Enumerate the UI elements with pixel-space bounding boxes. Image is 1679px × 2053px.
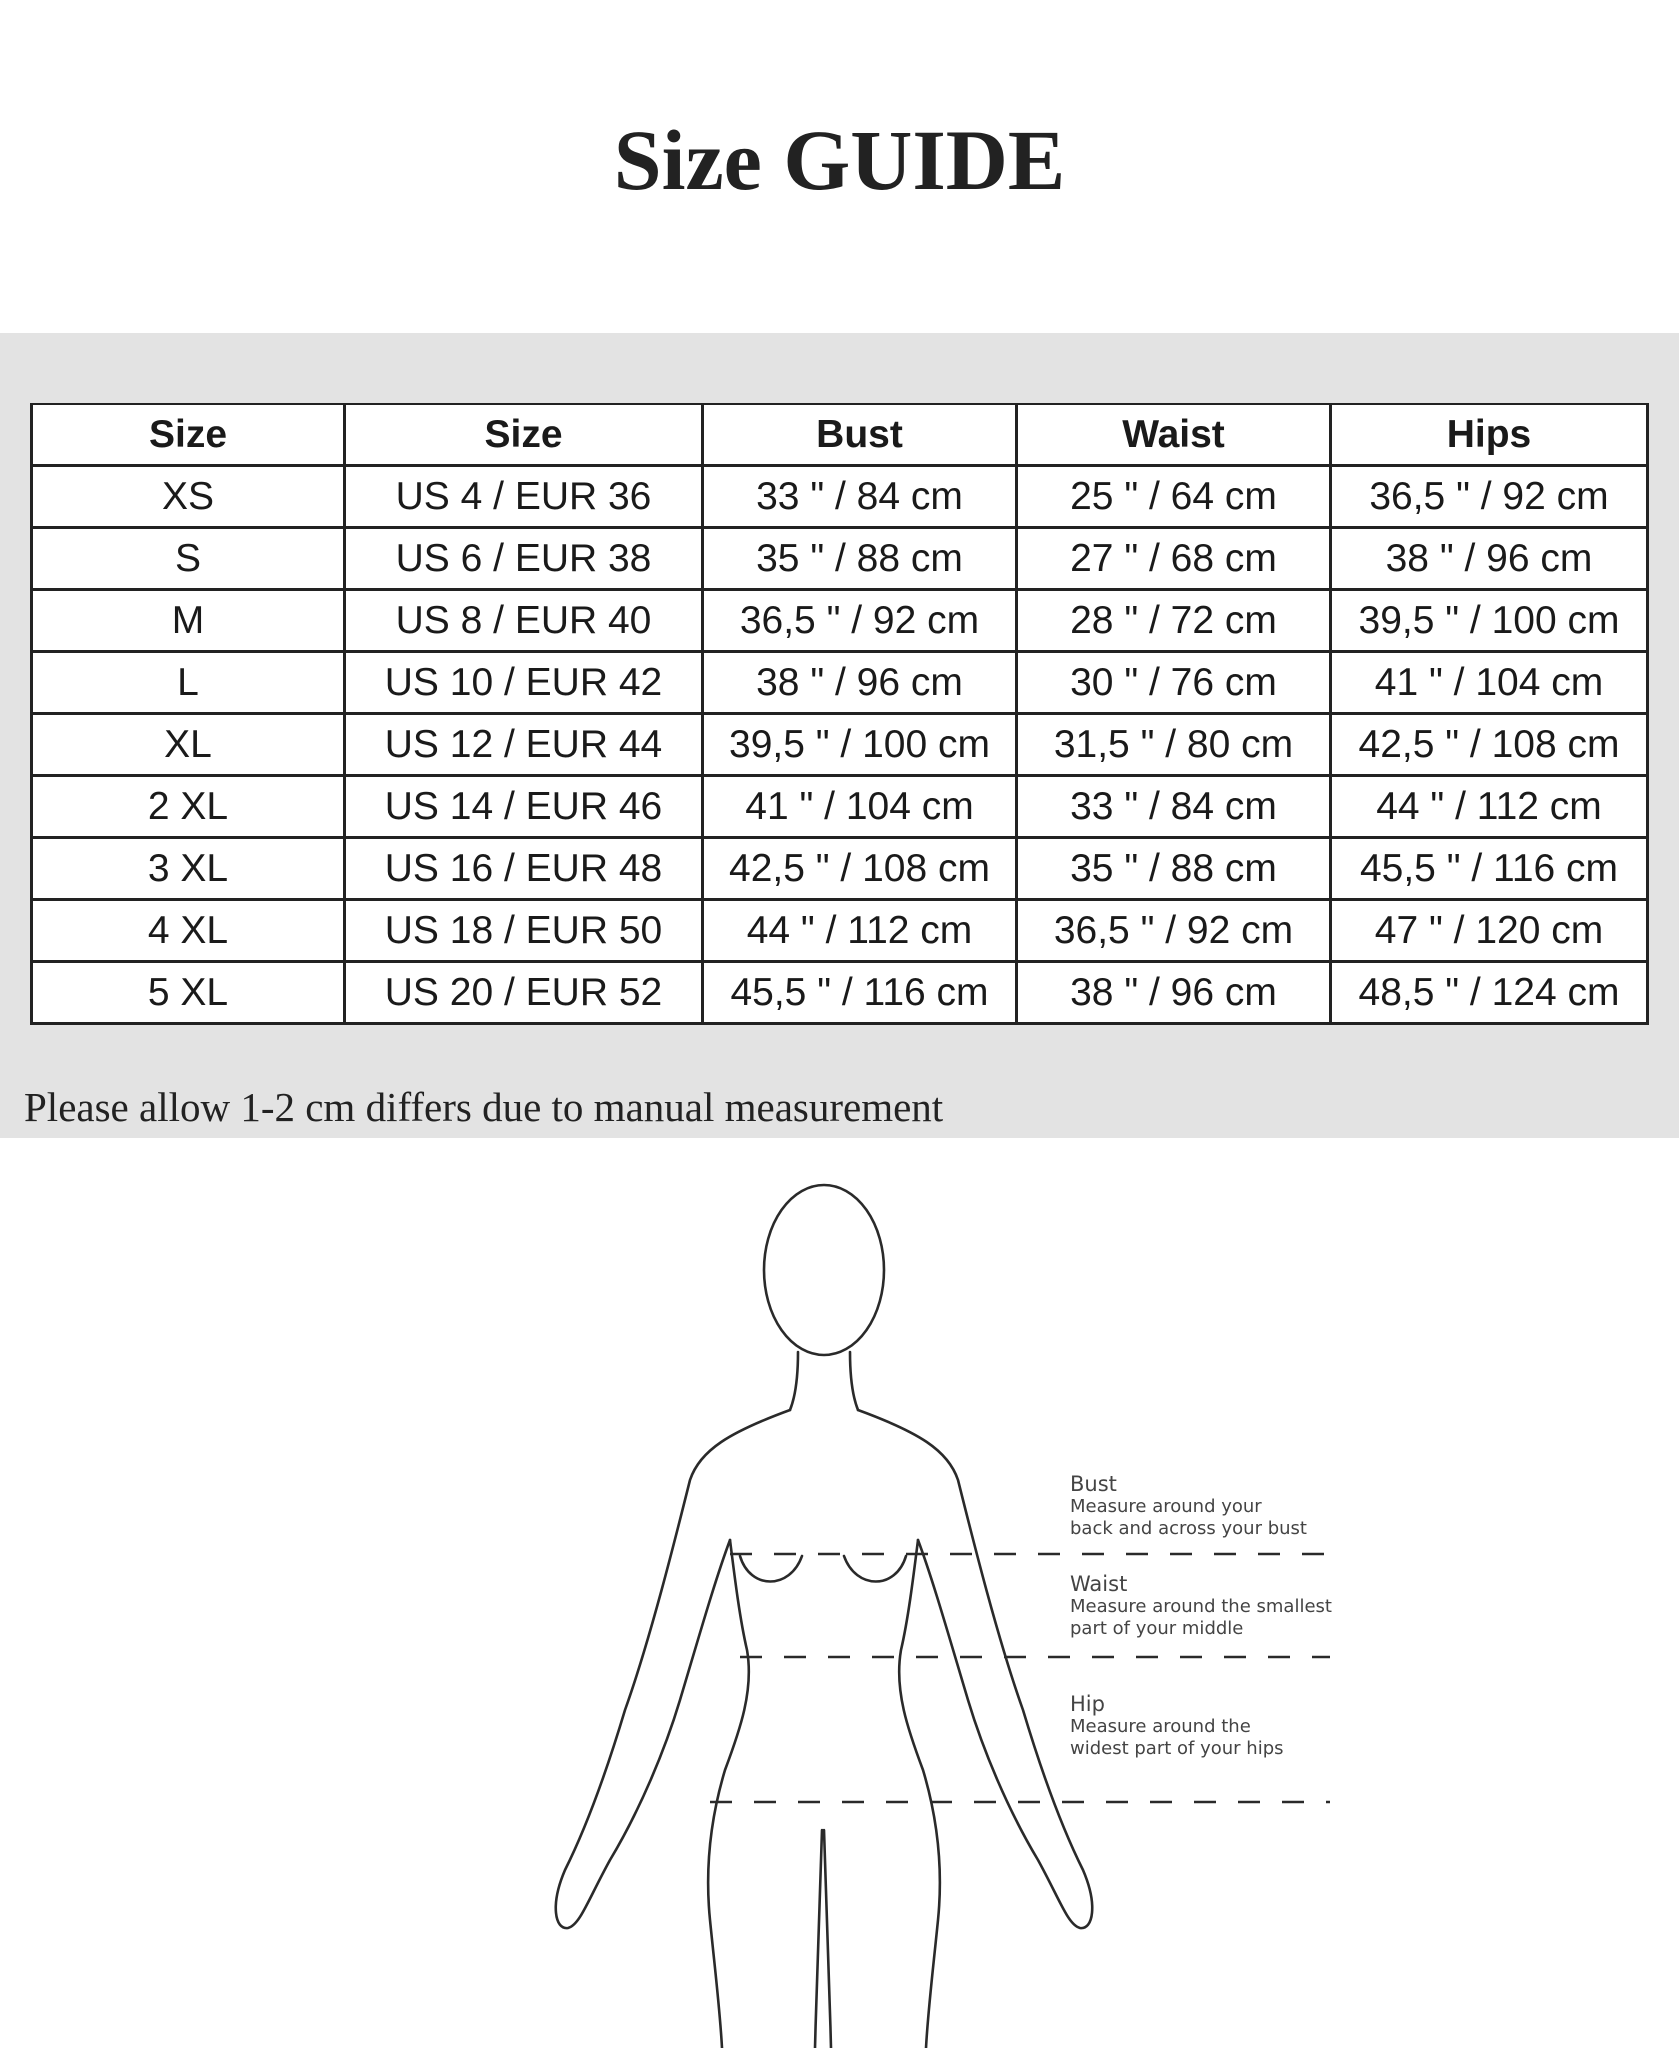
inner-leg-right — [824, 1830, 831, 2048]
table-row — [32, 714, 1648, 776]
inner-leg-left — [815, 1830, 822, 2048]
cell-waist: 38 " / 96 cm — [1017, 962, 1331, 1024]
cell-hips: 48,5 " / 124 cm — [1331, 962, 1648, 1024]
cell-hips: 45,5 " / 116 cm — [1331, 838, 1648, 900]
table-row — [32, 900, 1648, 962]
waist-guide-line2: part of your middle — [1070, 1618, 1244, 1639]
torso-left-outline — [708, 1540, 749, 2048]
hip-guide-line2: widest part of your hips — [1070, 1738, 1284, 1759]
cell-bust: 33 " / 84 cm — [703, 466, 1017, 528]
cell-size: 2 XL — [32, 776, 345, 838]
cell-hips: 44 " / 112 cm — [1331, 776, 1648, 838]
head-outline — [764, 1185, 884, 1355]
cell-waist: 30 " / 76 cm — [1017, 652, 1331, 714]
waist-guide-title: Waist — [1070, 1572, 1128, 1596]
size-table — [30, 403, 1649, 1025]
cell-hips: 36,5 " / 92 cm — [1331, 466, 1648, 528]
cell-us-eur: US 8 / EUR 40 — [345, 590, 703, 652]
cell-waist: 28 " / 72 cm — [1017, 590, 1331, 652]
hip-guide-line1: Measure around the — [1070, 1716, 1251, 1737]
bust-curve-left — [740, 1556, 802, 1582]
cell-size: 3 XL — [32, 838, 345, 900]
header-hips: Hips — [1331, 404, 1648, 466]
cell-bust: 44 " / 112 cm — [703, 900, 1017, 962]
header-size: Size — [32, 404, 345, 466]
body-measurement-figure — [540, 1170, 1350, 2053]
bust-guide-title: Bust — [1070, 1472, 1117, 1496]
table-row — [32, 528, 1648, 590]
table-row — [32, 776, 1648, 838]
neck-right — [850, 1352, 858, 1410]
neck-left — [790, 1352, 798, 1410]
cell-waist: 25 " / 64 cm — [1017, 466, 1331, 528]
waist-guide-line1: Measure around the smallest — [1070, 1596, 1332, 1617]
cell-hips: 42,5 " / 108 cm — [1331, 714, 1648, 776]
header-waist: Waist — [1017, 404, 1331, 466]
table-row — [32, 962, 1648, 1024]
header-size-us-eur: Size — [345, 404, 703, 466]
hip-guide-title: Hip — [1070, 1692, 1105, 1716]
cell-hips: 38 " / 96 cm — [1331, 528, 1648, 590]
cell-hips: 39,5 " / 100 cm — [1331, 590, 1648, 652]
torso-right-outline — [899, 1540, 940, 2048]
bust-guide — [1070, 1472, 1307, 1540]
cell-waist: 33 " / 84 cm — [1017, 776, 1331, 838]
cell-bust: 38 " / 96 cm — [703, 652, 1017, 714]
cell-size: 4 XL — [32, 900, 345, 962]
cell-us-eur: US 12 / EUR 44 — [345, 714, 703, 776]
cell-size: XS — [32, 466, 345, 528]
cell-size: S — [32, 528, 345, 590]
cell-us-eur: US 14 / EUR 46 — [345, 776, 703, 838]
table-row — [32, 838, 1648, 900]
left-arm-outline — [556, 1410, 790, 1928]
hip-guide — [1070, 1692, 1284, 1760]
table-row — [32, 590, 1648, 652]
cell-us-eur: US 16 / EUR 48 — [345, 838, 703, 900]
cell-bust: 39,5 " / 100 cm — [703, 714, 1017, 776]
cell-bust: 36,5 " / 92 cm — [703, 590, 1017, 652]
cell-waist: 31,5 " / 80 cm — [1017, 714, 1331, 776]
cell-hips: 47 " / 120 cm — [1331, 900, 1648, 962]
cell-bust: 45,5 " / 116 cm — [703, 962, 1017, 1024]
cell-waist: 27 " / 68 cm — [1017, 528, 1331, 590]
cell-us-eur: US 6 / EUR 38 — [345, 528, 703, 590]
header-bust: Bust — [703, 404, 1017, 466]
cell-size: 5 XL — [32, 962, 345, 1024]
cell-hips: 41 " / 104 cm — [1331, 652, 1648, 714]
cell-us-eur: US 10 / EUR 42 — [345, 652, 703, 714]
cell-size: M — [32, 590, 345, 652]
cell-bust: 35 " / 88 cm — [703, 528, 1017, 590]
table-row — [32, 466, 1648, 528]
cell-size: XL — [32, 714, 345, 776]
page-title: Size GUIDE — [613, 112, 1066, 208]
right-arm-outline — [858, 1410, 1092, 1928]
table-header-row — [32, 404, 1648, 466]
measurement-note: Please allow 1-2 cm differs due to manual measurement — [24, 1084, 944, 1130]
cell-bust: 41 " / 104 cm — [703, 776, 1017, 838]
cell-us-eur: US 20 / EUR 52 — [345, 962, 703, 1024]
cell-waist: 35 " / 88 cm — [1017, 838, 1331, 900]
bust-guide-line2: back and across your bust — [1070, 1518, 1307, 1539]
cell-size: L — [32, 652, 345, 714]
bust-guide-line1: Measure around your — [1070, 1496, 1262, 1517]
cell-bust: 42,5 " / 108 cm — [703, 838, 1017, 900]
table-row — [32, 652, 1648, 714]
cell-waist: 36,5 " / 92 cm — [1017, 900, 1331, 962]
bust-curve-right — [844, 1556, 906, 1582]
cell-us-eur: US 4 / EUR 36 — [345, 466, 703, 528]
cell-us-eur: US 18 / EUR 50 — [345, 900, 703, 962]
waist-guide — [1070, 1572, 1332, 1640]
